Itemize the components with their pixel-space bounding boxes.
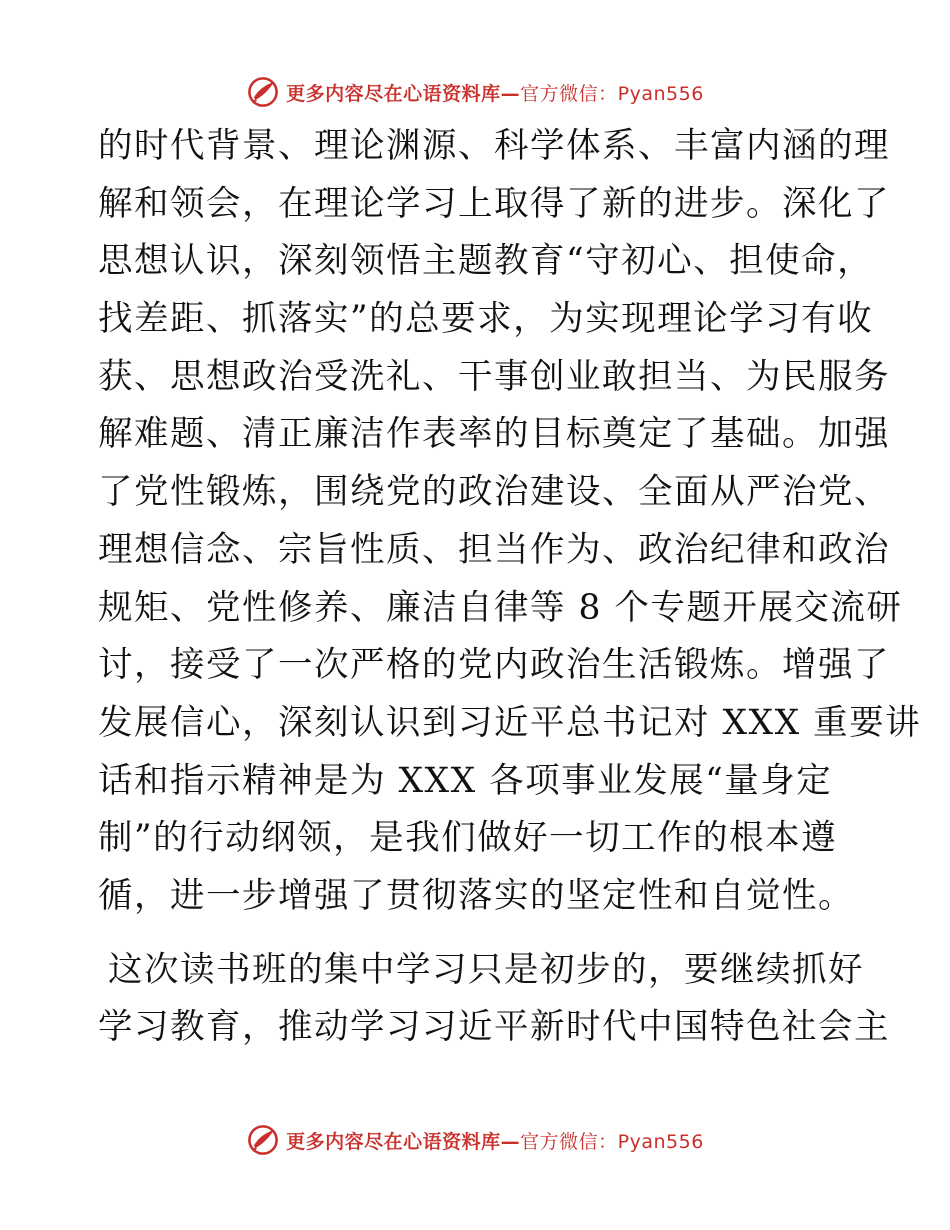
- pen-logo-icon: [246, 1123, 280, 1157]
- paragraph-2: [98, 942, 890, 1057]
- text-line: 讨，接受了一次严格的党内政治生活锻炼。增强了: [98, 645, 890, 686]
- text-line: 找差距、抓落实”的总要求，为实现理论学习有收: [98, 299, 874, 340]
- header-watermark-banner: [0, 70, 950, 114]
- pen-logo-icon: [246, 75, 280, 109]
- text-line: 解和领会，在理论学习上取得了新的进步。深化了: [98, 183, 890, 224]
- text-line: 获、思想政治受洗礼、干事创业敢担当、为民服务: [98, 356, 890, 397]
- text-line: 话和指示精神是为 XXX 各项事业发展“量身定: [98, 760, 833, 801]
- text-line: 理想信念、宗旨性质、担当作为、政治纪律和政治: [98, 529, 890, 570]
- text-line: 规矩、党性修养、廉洁自律等 8 个专题开展交流研: [98, 587, 903, 628]
- text-line: 制”的行动纲领，是我们做好一切工作的根本遵: [98, 818, 838, 859]
- text-line: 循，进一步增强了贯彻落实的坚定性和自觉性。: [98, 875, 854, 916]
- text-line: 学习教育，推动学习习近平新时代中国特色社会主: [98, 1007, 890, 1048]
- footer-watermark-banner: [0, 1118, 950, 1162]
- text-line: 了党性锻炼，围绕党的政治建设、全面从严治党、: [98, 472, 890, 513]
- text-line: 思想认识，深刻领悟主题教育“守初心、担使命，: [98, 241, 874, 282]
- text-line: 发展信心，深刻认识到习近平总书记对 XXX 重要讲: [98, 702, 922, 743]
- footer-banner-text: 更多内容尽在心语资料库—官方微信：Pyan556: [286, 1130, 704, 1153]
- document-body: [98, 118, 922, 1057]
- text-line: 的时代背景、理论渊源、科学体系、丰富内涵的理: [98, 126, 890, 166]
- header-banner-text: 更多内容尽在心语资料库—官方微信：Pyan556: [286, 82, 704, 105]
- text-line: 这次读书班的集中学习只是初步的，要继续抓好: [108, 949, 864, 990]
- paragraph-1: [98, 118, 922, 926]
- text-line: 解难题、清正廉洁作表率的目标奠定了基础。加强: [98, 414, 890, 455]
